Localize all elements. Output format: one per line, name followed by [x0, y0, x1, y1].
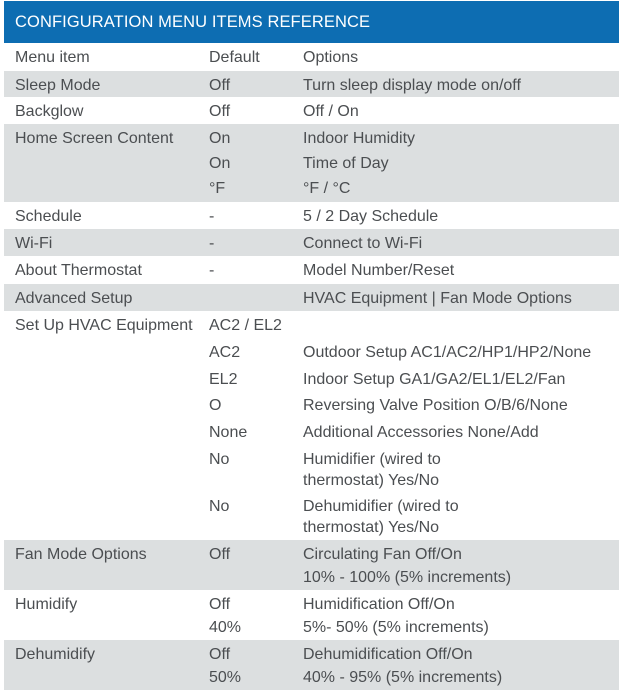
option-text: Circulating Fan Off/On	[303, 546, 462, 563]
option-text: 5 / 2 Day Schedule	[303, 208, 439, 225]
table-row-set-up-hvac-equipment	[4, 311, 619, 540]
default-value: °F	[209, 180, 226, 197]
option-text-continued: thermostat) Yes/No	[303, 472, 440, 489]
config-menu-table	[4, 1, 619, 690]
option-text: Time of Day	[303, 155, 389, 172]
option-text: Reversing Valve Position O/B/6/None	[303, 397, 568, 414]
default-value: 50%	[209, 669, 242, 686]
table-row-advanced-setup	[4, 284, 619, 311]
default-value: -	[209, 262, 215, 279]
default-value: None	[209, 424, 248, 441]
menu-item-label: Sleep Mode	[15, 77, 101, 94]
option-text: 5%- 50% (5% increments)	[303, 619, 489, 636]
default-value: Off	[209, 77, 231, 94]
table-row-schedule	[4, 202, 619, 229]
default-value: Off	[209, 646, 231, 663]
option-text: Off / On	[303, 103, 359, 120]
menu-item-label: Set Up HVAC Equipment	[15, 317, 193, 334]
option-text: Additional Accessories None/Add	[303, 424, 539, 441]
menu-item-label: Humidify	[15, 596, 78, 613]
default-value: On	[209, 130, 231, 147]
option-text: HVAC Equipment | Fan Mode Options	[303, 290, 572, 307]
table-row-fan-mode-options	[4, 540, 619, 590]
default-value: 40%	[209, 619, 242, 636]
menu-item-label: About Thermostat	[15, 262, 142, 279]
table-title	[4, 1, 619, 43]
default-value: -	[209, 235, 215, 252]
menu-item-label: Backglow	[15, 103, 84, 120]
default-value: -	[209, 208, 215, 225]
option-text: Indoor Setup GA1/GA2/EL1/EL2/Fan	[303, 371, 566, 388]
table-row-sleep-mode	[4, 71, 619, 97]
default-value: AC2 / EL2	[209, 317, 282, 334]
option-text: Dehumidification Off/On	[303, 646, 473, 663]
option-text: °F / °C	[303, 180, 351, 197]
default-value: O	[209, 397, 222, 414]
default-value: EL2	[209, 371, 238, 388]
column-header-options: Options	[303, 49, 359, 66]
table-row-about-thermostat	[4, 256, 619, 284]
table-row-dehumidify	[4, 640, 619, 690]
table-row-backglow	[4, 97, 619, 124]
menu-item-label: Schedule	[15, 208, 82, 225]
option-text: Indoor Humidity	[303, 130, 416, 147]
menu-item-label: Wi-Fi	[15, 235, 53, 252]
menu-item-label: Dehumidify	[15, 646, 96, 663]
column-header-row	[4, 43, 619, 71]
column-header-default: Default	[209, 49, 260, 66]
default-value: No	[209, 498, 230, 515]
option-text: Humidification Off/On	[303, 596, 455, 613]
default-value: Off	[209, 103, 231, 120]
menu-item-label: Fan Mode Options	[15, 546, 147, 563]
table-row-wifi	[4, 229, 619, 256]
option-text: Turn sleep display mode on/off	[303, 77, 521, 94]
table-row-humidify	[4, 590, 619, 640]
default-value: Off	[209, 546, 231, 563]
menu-item-label: Home Screen Content	[15, 130, 174, 147]
option-text: Humidifier (wired to	[303, 451, 441, 468]
option-text: Dehumidifier (wired to	[303, 498, 459, 515]
option-text: 10% - 100% (5% increments)	[303, 569, 512, 586]
column-header-menu-item: Menu item	[15, 49, 90, 66]
option-text: Connect to Wi-Fi	[303, 235, 423, 252]
option-text-continued: thermostat) Yes/No	[303, 519, 440, 536]
default-value: On	[209, 155, 231, 172]
menu-item-label: Advanced Setup	[15, 290, 133, 307]
default-value: AC2	[209, 344, 241, 361]
option-text: Model Number/Reset	[303, 262, 455, 279]
option-text: Outdoor Setup AC1/AC2/HP1/HP2/None	[303, 344, 592, 361]
default-value: Off	[209, 596, 231, 613]
option-text: 40% - 95% (5% increments)	[303, 669, 503, 686]
default-value: No	[209, 451, 230, 468]
table-row-home-screen-content	[4, 124, 619, 202]
table-title-text: CONFIGURATION MENU ITEMS REFERENCE	[15, 12, 371, 31]
